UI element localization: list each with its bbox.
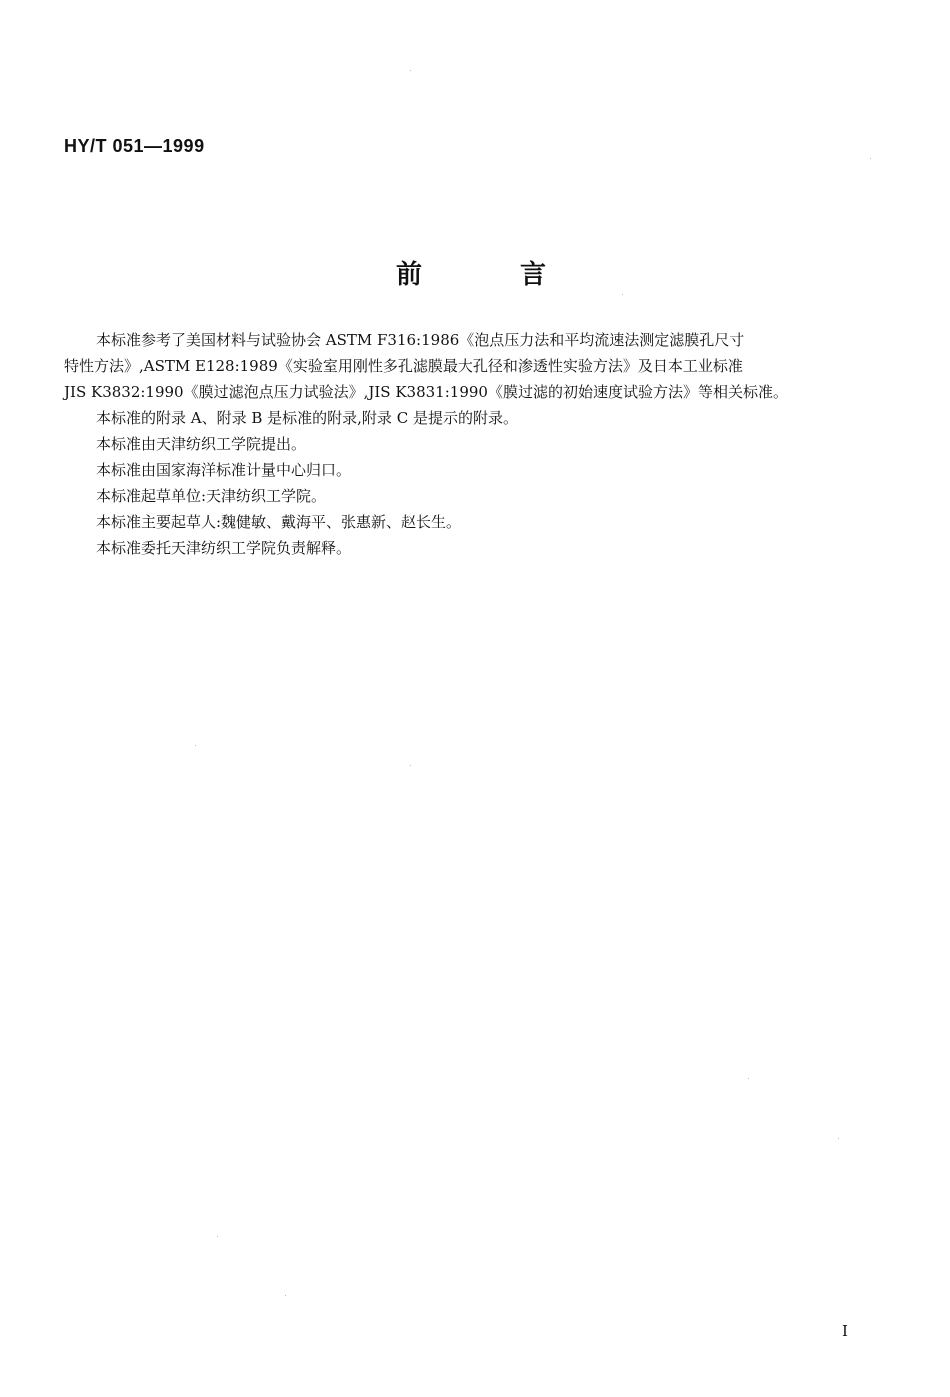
- paragraph-drafters: 本标准主要起草人:魏健敏、戴海平、张惠新、赵长生。: [96, 513, 462, 531]
- paragraph-proposer: 本标准由天津纺织工学院提出。: [96, 435, 307, 453]
- scan-speck: [217, 1236, 218, 1237]
- paragraph-drafting-unit: 本标准起草单位:天津纺织工学院。: [96, 487, 327, 505]
- foreword-body: [64, 327, 886, 561]
- document-code: HY/T 051—1999: [64, 136, 205, 156]
- page-number: I: [842, 1322, 848, 1340]
- paragraph-references: [64, 327, 886, 405]
- scan-speck: [285, 1295, 286, 1296]
- paragraph-line: 本标准参考了美国材料与试验协会 ASTM F316:1986《泡点压力法和平均流速法测定滤膜孔尺寸: [96, 331, 745, 349]
- scan-speck: [838, 1138, 839, 1139]
- scan-speck: [622, 294, 623, 295]
- paragraph-line: 特性方法》,ASTM E128:1989《实验室用刚性多孔滤膜最大孔径和渗透性实验方法》及日本工业标准: [64, 357, 743, 375]
- title-char-first: 前: [396, 260, 423, 290]
- scan-speck: [748, 1078, 749, 1079]
- scan-speck: [870, 158, 871, 159]
- title-char-second: 言: [519, 260, 546, 290]
- page-title: [396, 254, 546, 294]
- paragraph-administrator: 本标准由国家海洋标准计量中心归口。: [96, 461, 352, 479]
- paragraph-interpretation: 本标准委托天津纺织工学院负责解释。: [96, 539, 352, 557]
- paragraph-appendices: 本标准的附录 A、附录 B 是标准的附录,附录 C 是提示的附录。: [96, 409, 518, 427]
- paragraph-line: JIS K3832:1990《膜过滤泡点压力试验法》,JIS K3831:1990《膜过滤的初始速度试验方法》等相关标准。: [64, 383, 788, 401]
- scan-speck: [410, 70, 411, 71]
- scan-speck: [195, 745, 196, 746]
- scan-speck: [410, 765, 411, 766]
